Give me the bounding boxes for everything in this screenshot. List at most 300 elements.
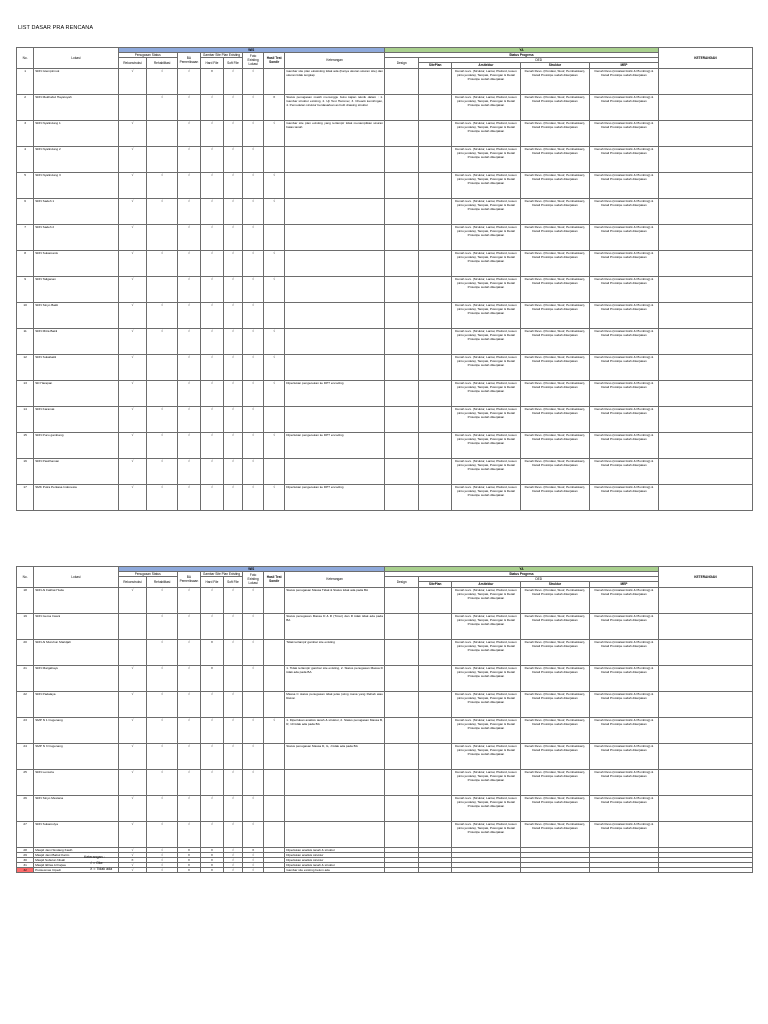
cell-soft-file: √ [223,857,242,862]
row-lokasi: SDN Pasirhaman [34,458,118,484]
cell-design [384,94,418,120]
col-ba: BA Pemeriksaan [177,53,200,68]
cell-soft-file: √ [223,852,242,857]
legend-title: Keterangan : [84,855,105,859]
cell-keterangan-right [658,354,752,380]
cell-rekonstruksi: √ [118,250,147,276]
cell-rekonstruksi: √ [118,328,147,354]
cell-mep: Denah Revs.(Instalasi listrik & Plumbing) & Detail Prototipe sudah dikerjakan [589,94,658,120]
cell-siteplan [419,867,452,872]
cell-rehabilitasi: √ [147,94,178,120]
cell-design [384,821,418,847]
col-soft-file: Soft File [223,58,242,68]
cell-hard-file: √ [200,769,223,795]
cell-keterangan [285,198,385,224]
cell-rehabilitasi [147,146,178,172]
cell-hasil-test [264,665,285,691]
cell-mep: Denah Revs.(Instalasi listrik & Plumbing) & Detail Prototipe sudah dikerjakan [589,328,658,354]
table-row [17,354,753,380]
cell-foto: √ [243,68,264,94]
cell-keterangan [285,769,385,795]
cell-soft-file: √ [223,68,242,94]
cell-rehabilitasi: √ [147,68,178,94]
cell-siteplan [419,484,452,510]
cell-keterangan [285,302,385,328]
cell-design [384,717,418,743]
cell-rehabilitasi: √ [147,852,178,857]
cell-ba: √ [177,769,200,795]
cell-hard-file: X [200,847,223,852]
cell-siteplan [419,769,452,795]
row-lokasi: SDN Nyalindung 2 [34,146,118,172]
cell-arsitektur: Denah revs. (Struktur, Lantai, Plafond, kusen pintu jendela), Tampak, Potongan & Detail Prototipe sudah dikerjakan [451,198,520,224]
row-no: 11 [17,328,34,354]
cell-hasil-test [264,224,285,250]
col-mep: MEP [589,582,658,587]
col-hasil-test: Hasil Test Sondir [264,572,285,587]
col-gambar: Gambar Site Plan Existing [200,572,242,577]
cell-keterangan-right [658,172,752,198]
cell-keterangan-right [658,867,752,872]
row-lokasi: SD Harapan [34,380,118,406]
cell-design [384,380,418,406]
cell-hasil-test: √ [264,198,285,224]
cell-ba: √ [177,432,200,458]
cell-hard-file: X [200,867,223,872]
col-rehabilitasi: Rehabilitasi [147,58,178,68]
table-row [17,743,753,769]
cell-keterangan-right [658,458,752,484]
cell-design [384,224,418,250]
wis-band: WIS [118,48,384,53]
cell-hasil-test [264,769,285,795]
cell-keterangan-right [658,432,752,458]
cell-mep: Denah Revs.(Instalasi listrik & Plumbing) & Detail Prototipe sudah dikerjakan [589,380,658,406]
cell-hard-file: √ [200,821,223,847]
cell-rehabilitasi: √ [147,862,178,867]
cell-design [384,276,418,302]
cell-foto: √ [243,857,264,862]
cell-foto: √ [243,613,264,639]
cell-ba: X [177,867,200,872]
cell-hard-file: √ [200,120,223,146]
row-no: 31 [17,862,34,867]
col-siteplan: SitePlan [419,582,452,587]
cell-rehabilitasi: √ [147,172,178,198]
legend-no: X = Tidak ada [90,866,113,871]
cell-foto: √ [243,120,264,146]
row-lokasi: SMP N 3 Cugenang [34,743,118,769]
cell-keterangan-right [658,224,752,250]
cell-hard-file: √ [200,276,223,302]
cell-rekonstruksi: √ [118,665,147,691]
row-no: 10 [17,302,34,328]
col-keterangan: Keterangan [285,572,385,587]
cell-ba: √ [177,172,200,198]
cell-hasil-test: √ [264,484,285,510]
cell-rekonstruksi: √ [118,862,147,867]
cell-ba: √ [177,380,200,406]
cell-ba: √ [177,354,200,380]
cell-arsitektur: Denah revs. (Struktur, Lantai, Plafond, kusen pintu jendela), Tampak, Potongan & Detail Prototipe sudah dikerjakan [451,380,520,406]
col-ba: BA Pemeriksaan [177,572,200,587]
cell-keterangan: Dipertukan pengecekan ke DPT encoding [285,380,385,406]
cell-keterangan-right [658,380,752,406]
cell-keterangan-right [658,68,752,94]
col-no: No. [17,567,34,588]
row-lokasi: SDN Nyalindung 1 [34,120,118,146]
cell-keterangan-right [658,94,752,120]
cell-mep: Denah Revs.(Instalasi listrik & Plumbing) & Detail Prototipe sudah dikerjakan [589,587,658,613]
cell-foto: √ [243,406,264,432]
cell-soft-file [223,665,242,691]
cell-hasil-test: √ [264,380,285,406]
cell-struktur [520,867,589,872]
cell-soft-file: √ [223,406,242,432]
cell-foto: √ [243,432,264,458]
cell-rekonstruksi: √ [118,847,147,852]
cell-design [384,795,418,821]
row-no: 29 [17,852,34,857]
cell-struktur: Denah Revs. (Pondasi, Sloof, Pembalokan), Detail Prototipe sudah dikerjakan [520,68,589,94]
cell-arsitektur [451,867,520,872]
cell-rehabilitasi: √ [147,432,178,458]
cell-keterangan-right [658,769,752,795]
cell-rekonstruksi: √ [118,146,147,172]
cell-siteplan [419,328,452,354]
cell-soft-file: √ [223,354,242,380]
cell-rekonstruksi: √ [118,406,147,432]
col-arsitektur: Arsitektur [451,582,520,587]
cell-foto: X [243,847,264,852]
cell-mep: Denah Revs.(Instalasi listrik & Plumbing) & Detail Prototipe sudah dikerjakan [589,613,658,639]
cell-soft-file: √ [223,458,242,484]
cell-soft-file: √ [223,691,242,717]
cell-arsitektur: Denah revs. (Struktur, Lantai, Plafond, kusen pintu jendela), Tampak, Potongan & Detail Prototipe sudah dikerjakan [451,354,520,380]
cell-ba: √ [177,68,200,94]
cell-siteplan [419,613,452,639]
cell-siteplan [419,250,452,276]
col-gambar: Gambar Site Plan Existing [200,53,242,58]
cell-siteplan [419,172,452,198]
cell-siteplan [419,665,452,691]
cell-hasil-test: √ [264,250,285,276]
cell-hasil-test [264,458,285,484]
cell-struktur: Denah Revs. (Pondasi, Sloof, Pembalokan), Detail Prototipe sudah dikerjakan [520,94,589,120]
cell-keterangan: Diperlukan analisis struktur [285,852,385,857]
cell-siteplan [419,691,452,717]
cell-hasil-test [264,302,285,328]
table-row [17,432,753,458]
table-row [17,120,753,146]
cell-siteplan [419,587,452,613]
cell-foto: √ [243,224,264,250]
cell-mep: Denah Revs.(Instalasi listrik & Plumbing) & Detail Prototipe sudah dikerjakan [589,769,658,795]
cell-struktur: Denah Revs. (Pondasi, Sloof, Pembalokan), Detail Prototipe sudah dikerjakan [520,380,589,406]
cell-foto: √ [243,743,264,769]
cell-siteplan [419,94,452,120]
row-lokasi: Masjid Subulun Nisah [34,857,118,862]
cell-hasil-test: √ [264,276,285,302]
cell-design [384,769,418,795]
table-row [17,587,753,613]
cell-hard-file: √ [200,328,223,354]
cell-rehabilitasi: √ [147,717,178,743]
table-row [17,94,753,120]
cell-rehabilitasi: √ [147,795,178,821]
cell-rehabilitasi: √ [147,665,178,691]
row-no: 1 [17,68,34,94]
row-lokasi: SDN Sukamulya [34,821,118,847]
cell-ba: √ [177,94,200,120]
row-no: 28 [17,847,34,852]
cell-keterangan-right [658,717,752,743]
cell-struktur: Denah Revs. (Pondasi, Sloof, Pembalokan), Detail Prototipe sudah dikerjakan [520,691,589,717]
table-row [17,198,753,224]
row-no: 32 [17,867,34,872]
cell-hard-file: √ [200,146,223,172]
cell-ba: √ [177,691,200,717]
cell-rekonstruksi: √ [118,302,147,328]
table-row [17,224,753,250]
cell-foto: √ [243,821,264,847]
cell-keterangan: 1. Tidak terlampir gambar site existing, 2. Status penugasan Massa D tidak ada pada BA [285,665,385,691]
row-no: 19 [17,613,34,639]
cell-rekonstruksi: √ [118,867,147,872]
cell-design [384,250,418,276]
cell-hasil-test [264,68,285,94]
cell-ba: √ [177,821,200,847]
cell-soft-file: √ [223,328,242,354]
cell-ba: √ [177,328,200,354]
cell-design [384,172,418,198]
ya-band: YA [384,567,658,572]
row-lokasi: SMP N 1 Cugenang [34,717,118,743]
cell-struktur: Denah Revs. (Pondasi, Sloof, Pembalokan), Detail Prototipe sudah dikerjakan [520,198,589,224]
cell-keterangan-right [658,821,752,847]
cell-soft-file: √ [223,94,242,120]
cell-rekonstruksi [118,94,147,120]
cell-arsitektur: Denah revs. (Struktur, Lantai, Plafond, kusen pintu jendela), Tampak, Potongan & Detail Prototipe sudah dikerjakan [451,172,520,198]
cell-ba: √ [177,639,200,665]
cell-keterangan: Status penugasan masih menunggu buku kajian teknik dalam : 1. Gambar struktur existing, 2. Uji Test Hammer, 3. Cheack kemiringan, 4. Pemodelan struktur berdasarkan as built drawing struktur [285,94,385,120]
row-no: 13 [17,380,34,406]
cell-ba: √ [177,406,200,432]
cell-arsitektur: Denah revs. (Struktur, Lantai, Plafond, kusen pintu jendela), Tampak, Potongan & Detail Prototipe sudah dikerjakan [451,146,520,172]
cell-rekonstruksi: √ [118,587,147,613]
table-row [17,172,753,198]
table-row [17,821,753,847]
cell-foto: √ [243,665,264,691]
cell-hasil-test [264,867,285,872]
table-row [17,665,753,691]
cell-hard-file: √ [200,198,223,224]
table-row [17,146,753,172]
cell-siteplan [419,354,452,380]
cell-rehabilitasi: √ [147,613,178,639]
cell-mep: Denah Revs.(Instalasi listrik & Plumbing) & Detail Prototipe sudah dikerjakan [589,743,658,769]
cell-struktur: Denah Revs. (Pondasi, Sloof, Pembalokan), Detail Prototipe sudah dikerjakan [520,665,589,691]
cell-hasil-test: √ [264,172,285,198]
cell-design [384,867,418,872]
cell-mep: Denah Revs.(Instalasi listrik & Plumbing) & Detail Prototipe sudah dikerjakan [589,302,658,328]
cell-rehabilitasi: √ [147,857,178,862]
cell-design [384,198,418,224]
cell-soft-file: √ [223,821,242,847]
cell-rekonstruksi: √ [118,120,147,146]
row-no: 14 [17,406,34,432]
row-lokasi: SDN Sukabakti [34,354,118,380]
cell-hard-file: √ [200,354,223,380]
cell-keterangan: Massa C status penugasan tidak jelas (wing mana yang Rehab atau Rekon [285,691,385,717]
cell-rekonstruksi: √ [118,691,147,717]
cell-hard-file: √ [200,302,223,328]
col-design: Design [384,577,418,587]
cell-ba: √ [177,276,200,302]
cell-soft-file: √ [223,847,242,852]
row-lokasi: Masjid Ikhlas Al Fajwa [34,862,118,867]
cell-keterangan-right [658,198,752,224]
cell-ba: √ [177,224,200,250]
table-row [17,458,753,484]
cell-design [384,354,418,380]
table-row [17,380,753,406]
cell-hard-file: √ [200,406,223,432]
row-lokasi: SDN Al Muruhun Maridjah [34,639,118,665]
cell-keterangan-right [658,146,752,172]
cell-struktur: Denah Revs. (Pondasi, Sloof, Pembalokan), Detail Prototipe sudah dikerjakan [520,172,589,198]
cell-arsitektur: Denah revs. (Struktur, Lantai, Plafond, kusen pintu jendela), Tampak, Potongan & Detail Prototipe sudah dikerjakan [451,639,520,665]
cell-struktur: Denah Revs. (Pondasi, Sloof, Pembalokan), Detail Prototipe sudah dikerjakan [520,354,589,380]
col-ded: DED [419,58,659,63]
row-lokasi: SDN Mekhabul Hayatuyah [34,94,118,120]
row-lokasi: SDN Gema Insani [34,613,118,639]
cell-ba: X [177,847,200,852]
cell-keterangan: Status penugasan Massa Tidak & Status tidak ada pada BA [285,587,385,613]
cell-foto: √ [243,146,264,172]
cell-design [384,432,418,458]
cell-rekonstruksi [118,639,147,665]
cell-struktur: Denah Revs. (Pondasi, Sloof, Pembalokan), Detail Prototipe sudah dikerjakan [520,302,589,328]
cell-hard-file: √ [200,484,223,510]
cell-siteplan [419,276,452,302]
cell-mep: Denah Revs.(Instalasi listrik & Plumbing) & Detail Prototipe sudah dikerjakan [589,821,658,847]
cell-soft-file: √ [223,639,242,665]
cell-ba: √ [177,146,200,172]
cell-siteplan [419,458,452,484]
row-no: 23 [17,717,34,743]
cell-mep: Denah Revs.(Instalasi listrik & Plumbing) & Detail Prototipe sudah dikerjakan [589,717,658,743]
cell-design [384,665,418,691]
col-rekonstruksi: Rekonstruksi [118,58,147,68]
cell-rehabilitasi: √ [147,847,178,852]
row-lokasi: SDN Sadeh 1 [34,198,118,224]
cell-hard-file: √ [200,691,223,717]
col-hasil-test: Hasil Test Sondir [264,53,285,68]
cell-mep: Denah Revs.(Instalasi listrik & Plumbing) & Detail Prototipe sudah dikerjakan [589,432,658,458]
cell-struktur: Denah Revs. (Pondasi, Sloof, Pembalokan), Detail Prototipe sudah dikerjakan [520,276,589,302]
cell-struktur: Denah Revs. (Pondasi, Sloof, Pembalokan), Detail Prototipe sudah dikerjakan [520,587,589,613]
cell-keterangan [285,328,385,354]
cell-keterangan [285,250,385,276]
cell-keterangan-right [658,587,752,613]
row-no: 24 [17,743,34,769]
progress-table-2 [16,566,753,873]
cell-keterangan: Status penugasan Massa D & R (Timur) dan R tidak tidak ada pada BA [285,613,385,639]
cell-keterangan: Gambar site plan ekssisting tidak ada (hanya ukuran ukuran site) dan ukuran tidak lengkap [285,68,385,94]
cell-keterangan [285,276,385,302]
cell-mep: Denah Revs.(Instalasi listrik & Plumbing) & Detail Prototipe sudah dikerjakan [589,146,658,172]
row-lokasi: Puskesmas Cipedi [34,867,118,872]
row-lokasi: SDN Nyalindung 3 [34,172,118,198]
row-no: 21 [17,665,34,691]
cell-foto: √ [243,302,264,328]
cell-foto: √ [243,458,264,484]
cell-foto: √ [243,380,264,406]
row-no: 5 [17,172,34,198]
cell-arsitektur: Denah revs. (Struktur, Lantai, Plafond, kusen pintu jendela), Tampak, Potongan & Detail Prototipe sudah dikerjakan [451,406,520,432]
cell-keterangan [285,354,385,380]
cell-soft-file: √ [223,276,242,302]
col-penugasan: Penugasan Status [118,53,177,58]
row-no: 30 [17,857,34,862]
cell-keterangan-right [658,302,752,328]
row-lokasi: SDN Sukamanis [34,250,118,276]
cell-rehabilitasi: √ [147,743,178,769]
row-lokasi: SDN Mitra Bakti [34,328,118,354]
cell-mep: Denah Revs.(Instalasi listrik & Plumbing) & Detail Prototipe sudah dikerjakan [589,68,658,94]
cell-rekonstruksi: √ [118,852,147,857]
cell-hard-file: √ [200,458,223,484]
cell-keterangan: Status penugasan Massa D, G, J tidak ada pada BA [285,743,385,769]
row-no: 6 [17,198,34,224]
col-design: Design [384,58,418,68]
table-row [17,328,753,354]
cell-rekonstruksi: X [118,857,147,862]
cell-hard-file: √ [200,224,223,250]
cell-keterangan-right [658,795,752,821]
cell-struktur: Denah Revs. (Pondasi, Sloof, Pembalokan), Detail Prototipe sudah dikerjakan [520,821,589,847]
cell-struktur: Denah Revs. (Pondasi, Sloof, Pembalokan), Detail Prototipe sudah dikerjakan [520,484,589,510]
cell-ba: √ [177,743,200,769]
cell-arsitektur: Denah revs. (Struktur, Lantai, Plafond, kusen pintu jendela), Tampak, Potongan & Detail Prototipe sudah dikerjakan [451,276,520,302]
cell-siteplan [419,198,452,224]
cell-keterangan: Tidak terlampir gambar site existing [285,639,385,665]
row-lokasi: SDN Puco gambang [34,432,118,458]
cell-rehabilitasi [147,380,178,406]
cell-mep [589,867,658,872]
cell-rehabilitasi: √ [147,198,178,224]
row-no: 22 [17,691,34,717]
cell-soft-file: √ [223,717,242,743]
cell-ba: √ [177,250,200,276]
col-lokasi: Lokasi [34,567,118,588]
cell-hasil-test: X [264,94,285,120]
cell-hard-file: √ [200,172,223,198]
cell-keterangan-right [658,691,752,717]
cell-rehabilitasi: √ [147,587,178,613]
cell-keterangan-right [658,328,752,354]
cell-foto: √ [243,717,264,743]
cell-rehabilitasi: √ [147,691,178,717]
cell-rehabilitasi: √ [147,639,178,665]
col-hard-file: Hard File [200,577,223,587]
cell-siteplan [419,743,452,769]
row-lokasi: SDN Taliganan [34,276,118,302]
cell-arsitektur: Denah revs. (Struktur, Lantai, Plafond, kusen pintu jendela), Tampak, Potongan & Detail Prototipe sudah dikerjakan [451,743,520,769]
cell-rehabilitasi [147,120,178,146]
cell-mep: Denah Revs.(Instalasi listrik & Plumbing) & Detail Prototipe sudah dikerjakan [589,691,658,717]
